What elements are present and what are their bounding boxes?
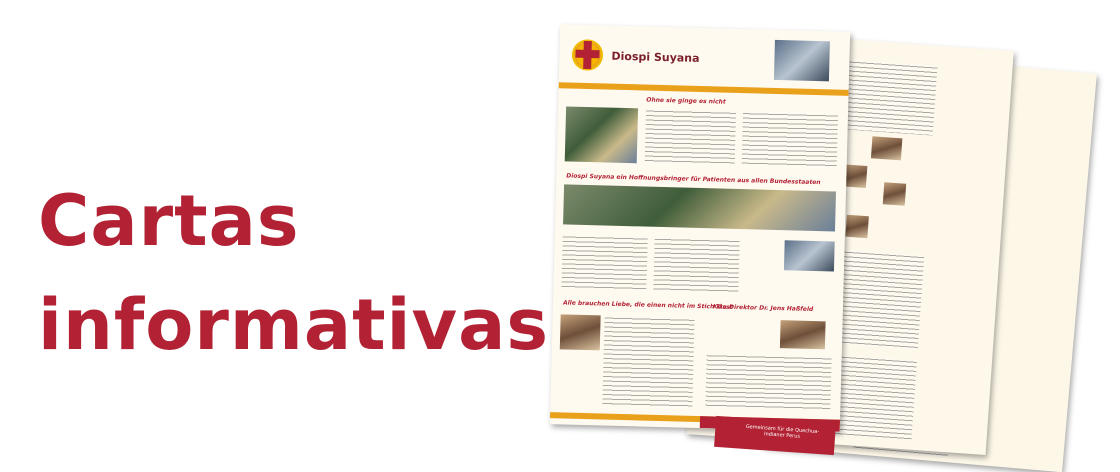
- photo: [780, 320, 826, 349]
- hospital-photo: [565, 106, 638, 163]
- section-title-4: Kita-Direktor Dr. Jens Haßfeld: [712, 303, 814, 313]
- text-block: [705, 353, 831, 411]
- headline-line-1: Cartas: [38, 180, 300, 262]
- text-block: [561, 234, 647, 291]
- photo: [845, 215, 868, 238]
- photo: [844, 164, 867, 187]
- text-block: [602, 316, 694, 408]
- text-block: [742, 111, 838, 168]
- section-title-3: Alle brauchen Liebe, die einen nicht im Stich lässt: [562, 299, 733, 311]
- text-block: [645, 109, 736, 166]
- text-block: [653, 237, 739, 294]
- photo: [784, 240, 835, 271]
- photo: [871, 136, 902, 160]
- founders-photo: [774, 40, 830, 81]
- photo: [883, 182, 906, 205]
- text-block: [833, 249, 924, 350]
- crowd-photo: [563, 184, 836, 231]
- photo: [560, 314, 601, 350]
- section-title-1: Ohne sie ginge es nicht: [646, 96, 726, 106]
- headline-line-2: informativas: [38, 284, 550, 366]
- newsletter-front-sheet: [550, 24, 850, 431]
- section-title-2: Diospi Suyana ein Hoffnungsbringer für Patienten aus allen Bundesstaaten: [566, 172, 821, 187]
- header-stripe: [559, 82, 849, 96]
- footer-tagline: Gemeinsam für die Quechua-Indianer Perus: [745, 423, 820, 440]
- text-block: [843, 59, 938, 135]
- newsletter-brand: Diospi Suyana: [611, 49, 700, 65]
